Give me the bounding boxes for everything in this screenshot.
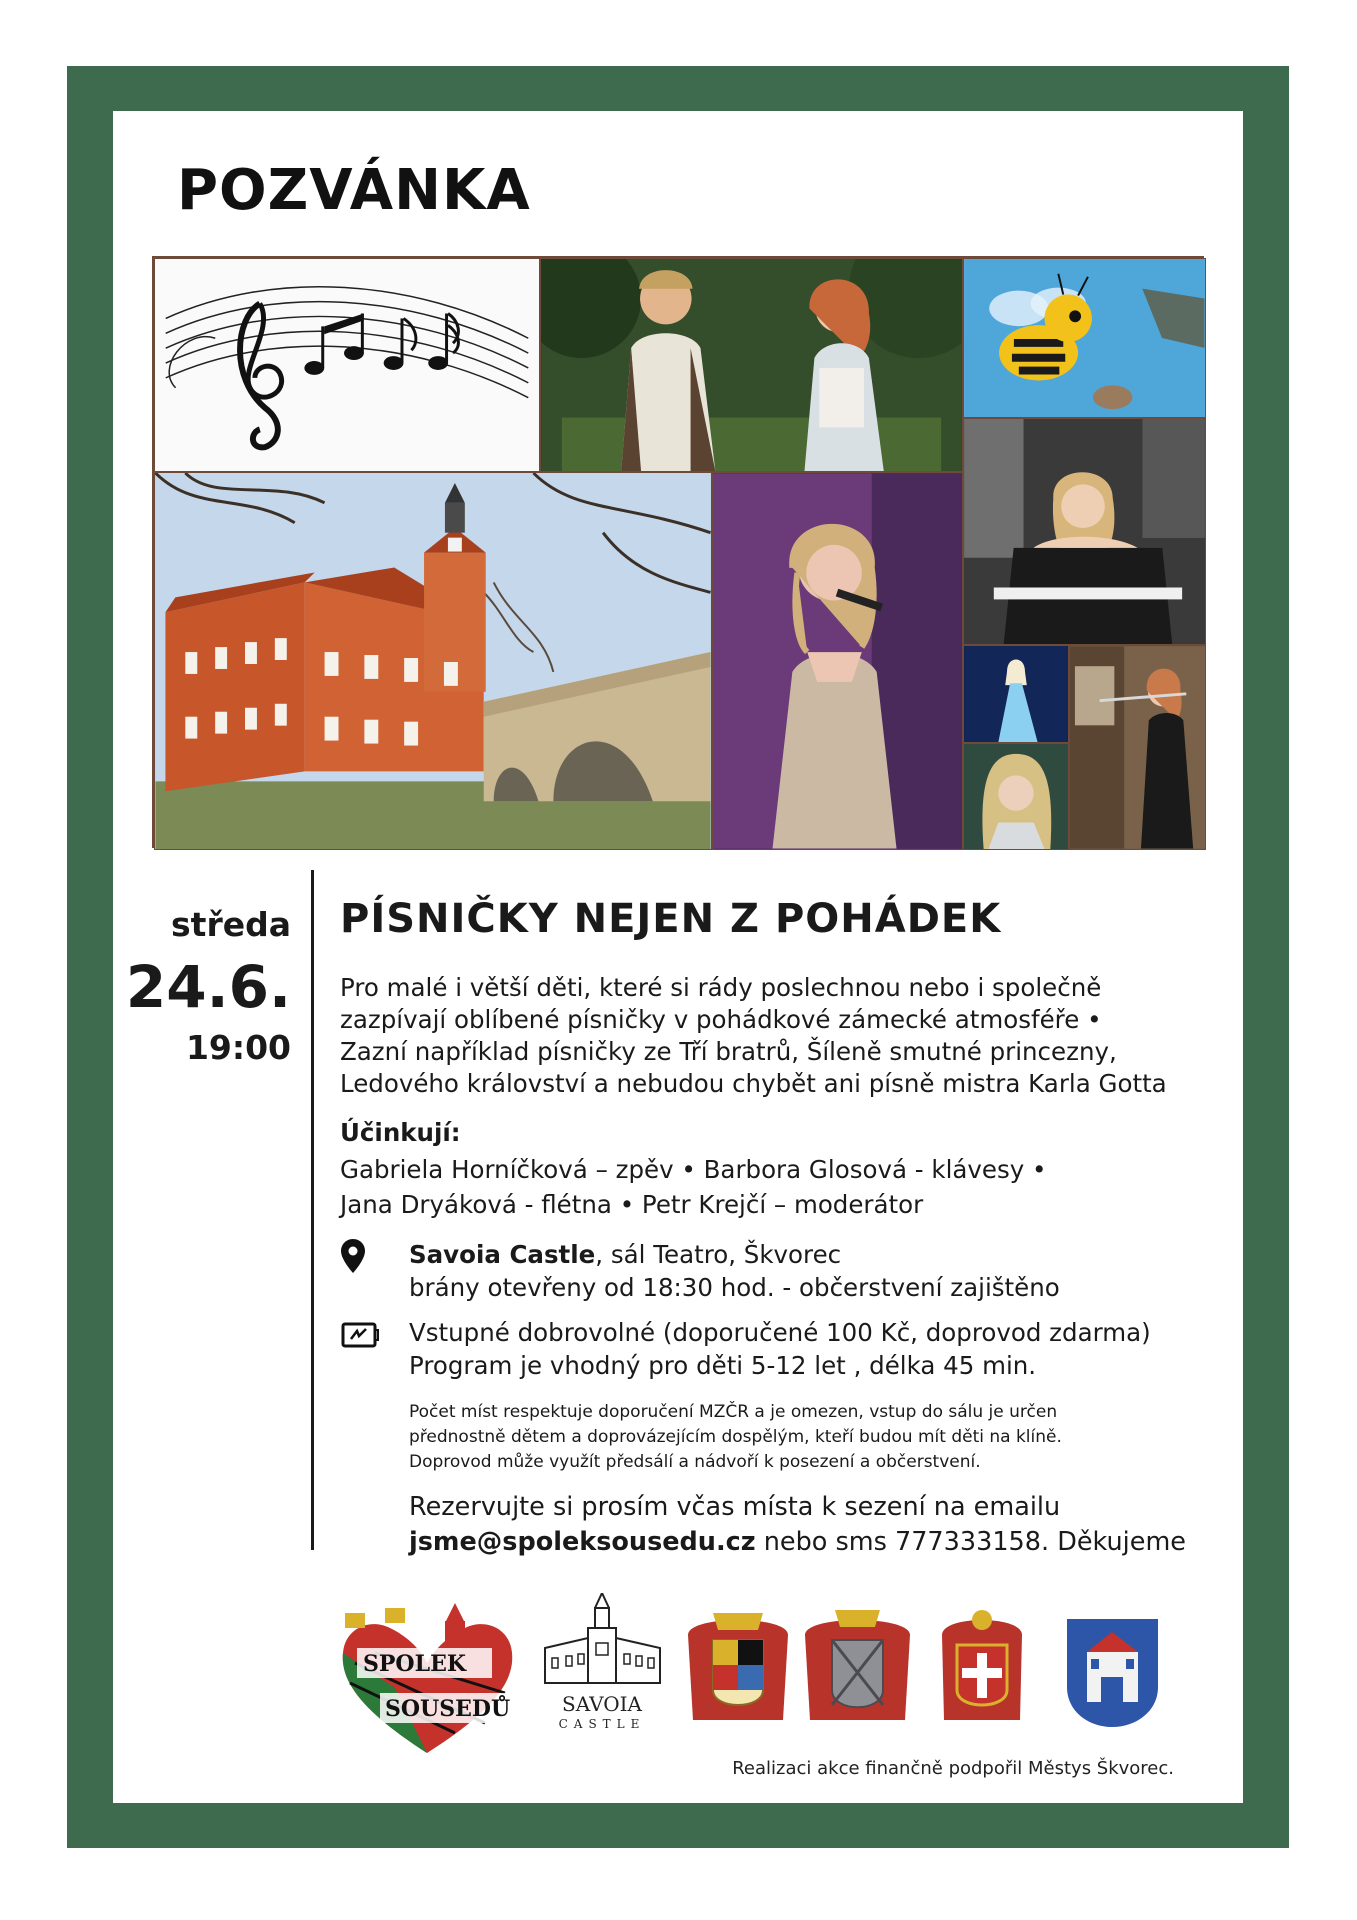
performers-heading: Účinkují: [340,1118,461,1147]
vintage-singer-photo [963,743,1069,850]
admission-line: Program je vhodný pro děti 5-12 let , délka 45 min. [409,1351,1037,1380]
reservation-line: Rezervujte si prosím včas místa k sezení na emailu [409,1492,1061,1522]
event-date: 24.6. [125,953,291,1021]
reservation-info [409,1490,1186,1560]
admission-line: Vstupné dobrovolné (doporučené 100 Kč, doprovod zdarma) [409,1318,1151,1347]
music-notes-image [154,258,540,472]
spolek-logo-text-1: SPOLEK [363,1651,466,1677]
poster-title: POZVÁNKA [177,158,531,223]
description-line: Ledového království a nebudou chybět ani písně mistra Karla Gotta [340,1069,1167,1098]
event-title: PÍSNIČKY NEJEN Z POHÁDEK [340,896,1002,942]
coat-of-arms-2 [800,1605,915,1730]
fairy-tale-couple-photo [540,258,963,472]
venue-info [409,1238,1060,1304]
ice-princess-image [963,645,1069,743]
bee-cartoon-image [963,258,1206,418]
vertical-divider [311,870,314,1550]
performers-line: Jana Dryáková - flétna • Petr Krejčí – moderátor [340,1190,924,1219]
singer-photo [712,472,963,850]
performers-line: Gabriela Horníčková – zpěv • Barbora Glosová - klávesy • [340,1155,1047,1184]
notice-line: Počet míst respektuje doporučení MZČR a je omezen, vstup do sálu je určen [409,1402,1058,1422]
notice-line: Doprovod může využít předsálí a nádvoří k posezení a občerstvení. [409,1452,981,1472]
admission-info [409,1316,1151,1382]
venue-name: Savoia Castle [409,1240,596,1269]
ticket-icon [341,1320,379,1350]
description-line: Pro malé i větší děti, které si rády poslechnou nebo i společně [340,973,1102,1002]
savoia-logo-text-2: CASTLE [558,1717,646,1731]
spolek-logo-text-2: SOUSEDŮ [385,1696,511,1722]
event-day: středa [171,905,291,944]
savoia-logo-text-1: SAVOIA [562,1692,642,1716]
capacity-notice [409,1400,1062,1475]
pianist-photo [963,418,1206,645]
reservation-email[interactable]: jsme@spoleksousedu.cz [409,1527,756,1557]
description-line: zazpívají oblíbené písničky v pohádkové zámecké atmosféře • [340,1005,1102,1034]
venue-gates: brány otevřeny od 18:30 hod. - občerstvení zajištěno [409,1273,1060,1302]
map-pin-icon [340,1238,366,1274]
reservation-phone-text: nebo sms 777333158. Děkujeme [755,1527,1186,1557]
coat-of-arms-1 [683,1605,793,1730]
flutist-photo [1069,645,1206,850]
event-time: 19:00 [185,1028,291,1067]
description-line: Zazní například písničky ze Tří bratrů, Šíleně smutné princezny, [340,1037,1117,1066]
event-description [340,972,1240,1100]
funding-credit: Realizaci akce finančně podpořil Městys Škvorec. [732,1758,1174,1779]
venue-location: , sál Teatro, Škvorec [595,1240,842,1269]
spolek-sousedu-logo [335,1593,520,1758]
skvorec-coat-of-arms [1065,1617,1160,1729]
performers-list [340,1152,1046,1222]
coat-of-arms-3 [932,1605,1032,1730]
photo-collage [152,256,1204,848]
castle-photo [154,472,712,850]
savoia-castle-logo [540,1593,665,1733]
notice-line: přednostně dětem a doprovázejícím dospělým, kteří budou mít děti na klíně. [409,1427,1062,1447]
